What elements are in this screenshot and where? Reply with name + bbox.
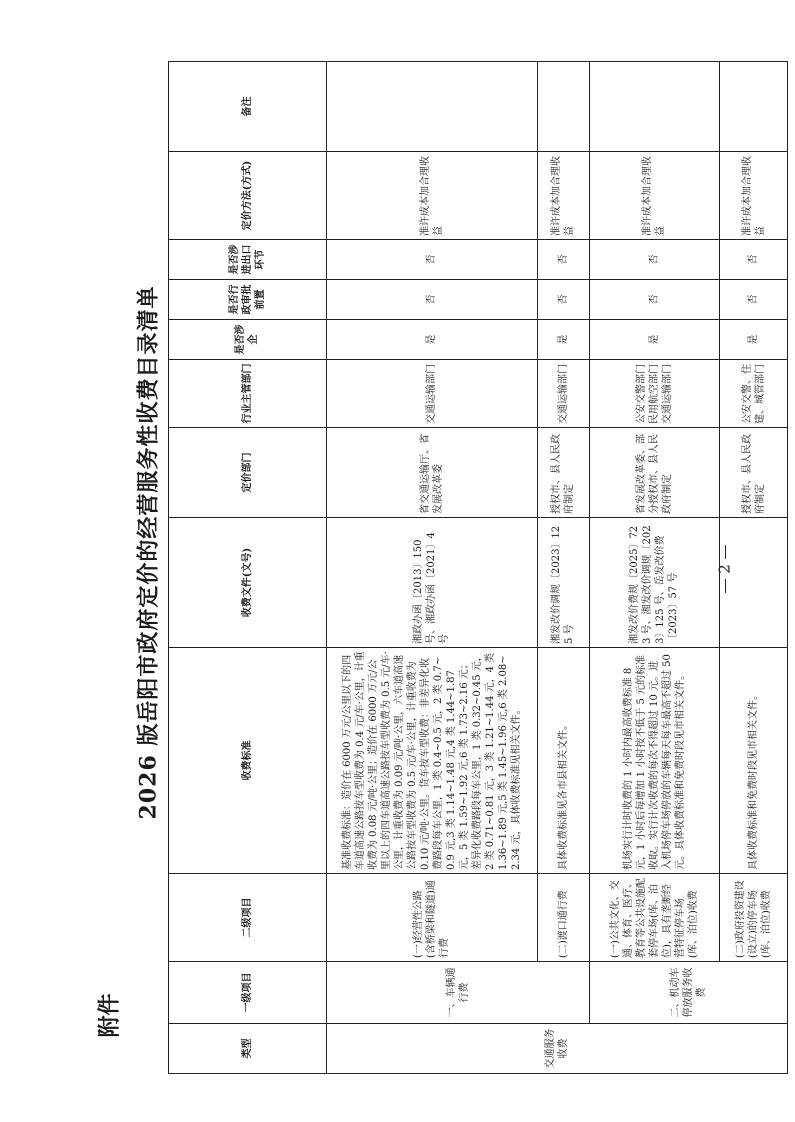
level2-cell: (一)经营性公路(含桥梁和隧道)通行费 xyxy=(326,874,537,962)
admin-approval-cell: 否 xyxy=(326,280,537,320)
header-admin-approval: 是否行政审批前置 xyxy=(169,280,327,320)
industry-dept-cell: 交通运输部门 xyxy=(326,360,537,428)
remarks-cell xyxy=(326,62,537,152)
standard-cell: 具体收费标准和免费时段见市相关文件。 xyxy=(720,648,788,874)
category-cell: 交通服务收费 xyxy=(326,1024,787,1074)
page-title: 2026 版岳阳市政府定价的经营服务性收费目录清单 xyxy=(135,285,162,820)
involves-enterprise-cell: 是 xyxy=(720,320,788,360)
document-cell: 湘政办函〔2013〕150 号、湘政办函〔2021〕4 号 xyxy=(326,518,537,648)
table-header-row xyxy=(169,62,327,1074)
pricing-method-cell: 准许成本加合理收益 xyxy=(589,152,720,240)
header-import-export: 是否涉进出口环节 xyxy=(169,240,327,280)
import-export-cell: 否 xyxy=(326,240,537,280)
industry-dept-cell: 公安交警部门 民用航空部门 交通运输部门 xyxy=(589,360,720,428)
header-pricing-method: 定价方法(方式) xyxy=(169,152,327,240)
document-cell xyxy=(720,518,788,648)
header-industry-dept: 行业主管部门 xyxy=(169,360,327,428)
pricing-method-cell: 准许成本加合理收益 xyxy=(326,152,537,240)
table-row xyxy=(589,62,720,1074)
header-pricing-dept: 定价部门 xyxy=(169,428,327,518)
header-category: 类型 xyxy=(169,1024,327,1074)
level1-cell: 二、机动车停放服务收费 xyxy=(589,962,787,1024)
fee-table-container xyxy=(168,62,788,1074)
level2-cell: (一)公共文化、交通、体育、医疗、教育等公共设施配套停车场(库、泊位)，具有垄断经营特征停车场(库、泊位)收费 xyxy=(589,874,720,962)
admin-approval-cell: 否 xyxy=(589,280,720,320)
page-number: — 2 — xyxy=(715,544,734,594)
involves-enterprise-cell: 是 xyxy=(537,320,589,360)
table-row xyxy=(326,62,537,1074)
pricing-dept-cell: 省交通运输厅、省发展改革委 xyxy=(326,428,537,518)
level2-cell: (二)政府投资建设(设立)的停车场(库、泊位)收费 xyxy=(720,874,788,962)
admin-approval-cell: 否 xyxy=(537,280,589,320)
table-row xyxy=(720,62,788,1074)
admin-approval-cell: 否 xyxy=(720,280,788,320)
import-export-cell: 否 xyxy=(537,240,589,280)
industry-dept-cell: 公安交警、住建、城管部门 xyxy=(720,360,788,428)
header-level2: 二级项目 xyxy=(169,874,327,962)
pricing-dept-cell: 授权市、县人民政府制定 xyxy=(537,428,589,518)
pricing-dept-cell: 授权市、县人民政府制定 xyxy=(720,428,788,518)
fee-table xyxy=(168,61,788,1074)
level2-cell: (二)渡口通行费 xyxy=(537,874,589,962)
attachment-label: 附件 xyxy=(97,993,123,1038)
involves-enterprise-cell: 是 xyxy=(326,320,537,360)
document-cell: 湘发改价调规〔2023〕125 号 xyxy=(537,518,589,648)
standard-cell: 基准收费标准：造价在 6000 万元/公里以下的四车道高速公路按车型收费为 0.4 元/车·公里，计重收费为 0.08 元/吨·公里；造价在 6000 万元/公里以上的四车道高速公路按车型收费为 0.5 元/车·公里，计重收费为 0.09 元/吨·公里，六车道高速公路按车型收费为 0.5 元/车·公里，计重收费为 0.10 元/吨·公里。货车按车型收费：非差异化收费路段每车公里，1 类 0.4~0.5 元，2 类 0.7~0.9 元,3 类 1.14~1.48 元,4 类 1.44~1.87 元，5 类 1.59~1.92 元,6 类 1.73~2.16 元；差异化收费路段每车公里，1 类 0.32~0.45 元，2 类 0.71~0.81 元，3 类 1.21~1.44 元，4 类 1.36~1.89 元,5 类 1.45~1.96 元,6 类 2.08~2.34 元，具体收费标准见相关文件。 xyxy=(326,648,537,874)
import-export-cell: 否 xyxy=(720,240,788,280)
pricing-method-cell: 准许成本加合理收益 xyxy=(537,152,589,240)
level1-cell: 一、车辆通行费 xyxy=(326,962,589,1024)
header-document: 收费文件(文号) xyxy=(169,518,327,648)
industry-dept-cell: 交通运输部门 xyxy=(537,360,589,428)
remarks-cell xyxy=(720,62,788,152)
table-row xyxy=(537,62,589,1074)
pricing-method-cell: 准许成本加合理收益 xyxy=(720,152,788,240)
header-standard: 收费标准 xyxy=(169,648,327,874)
pricing-dept-cell: 省发展改革委、部分授权市、县人民政府制定 xyxy=(589,428,720,518)
remarks-cell xyxy=(589,62,720,152)
header-level1: 一级项目 xyxy=(169,962,327,1024)
standard-cell: 机场实行计时收费的 1 小时内最高收费标准 8 元，1 小时后每增加 1 小时按不低于 5 元的标准收取。实行计次收费的每次不得超过 10 元。进入机场停车场停放的车辆每天每车最高不超过 50 元。具体收费标准和免费时段见市相关文件。 xyxy=(589,648,720,874)
standard-cell: 具体收费标准见各市县相关文件。 xyxy=(537,648,589,874)
header-involves-enterprise: 是否涉企 xyxy=(169,320,327,360)
header-remarks: 备注 xyxy=(169,62,327,152)
involves-enterprise-cell: 是 xyxy=(589,320,720,360)
document-cell: 湘发改价费规〔2025〕723 号、湘发改价调规〔2023〕125 号、岳发改价费〔2023〕57 号 xyxy=(589,518,720,648)
import-export-cell: 否 xyxy=(589,240,720,280)
remarks-cell xyxy=(537,62,589,152)
